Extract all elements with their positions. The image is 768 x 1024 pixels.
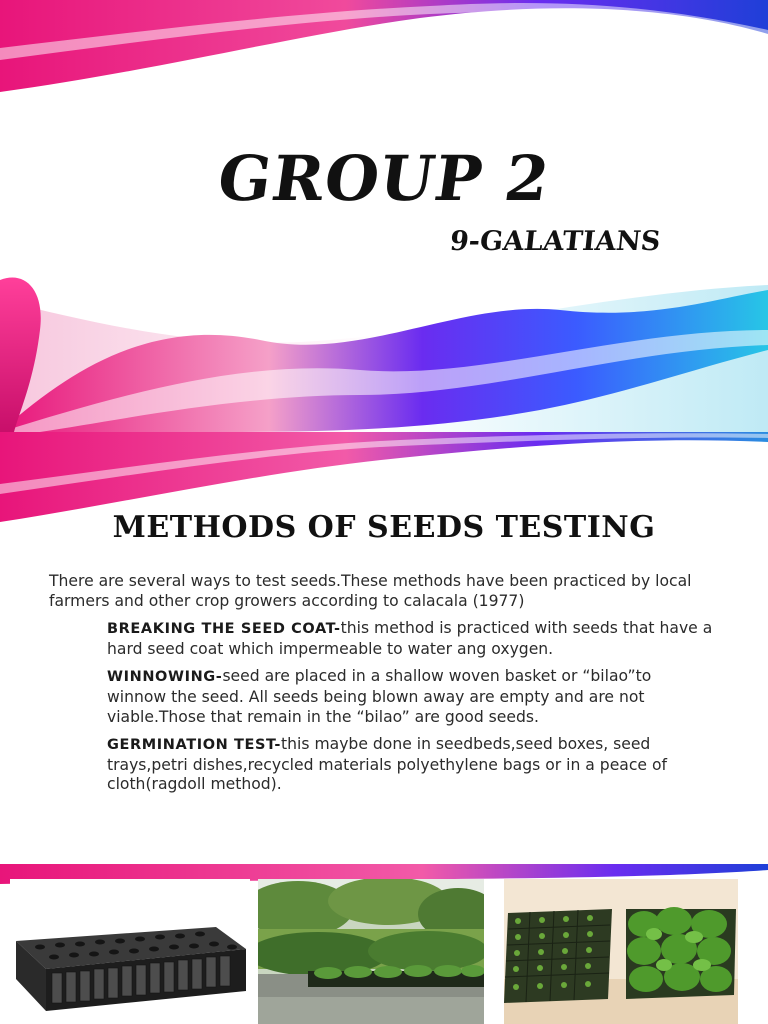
method-term: WINNOWING- — [107, 669, 223, 686]
swoosh-decoration-top — [0, 0, 768, 432]
method-description: this method is practiced with seeds that have a hard seed coat which impermeable to water ang oxygen. — [107, 619, 713, 658]
body-text — [49, 572, 714, 803]
content-slide — [0, 432, 768, 1024]
method-item — [49, 735, 714, 795]
seed-tray-photo — [10, 879, 250, 1024]
seedling-trays-photo — [504, 879, 738, 1024]
method-description: this maybe done in seedbeds,seed boxes, seed trays,petri dishes,recycled materials polyethylene bags or in a peace of cloth(ragdoll method). — [107, 735, 668, 794]
method-item — [49, 667, 714, 727]
slide-heading: METHODS OF SEEDS TESTING — [112, 510, 656, 545]
method-term: BREAKING THE SEED COAT- — [107, 621, 341, 638]
method-term: GERMINATION TEST- — [107, 737, 282, 754]
title-slide — [0, 0, 768, 432]
slide-title: GROUP 2 — [213, 142, 555, 215]
method-description: seed are placed in a shallow woven basket or “bilao”to winnow the seed. All seeds being blown away are empty and are not viable.Those that remain in the “bilao” are good seeds. — [107, 667, 652, 726]
method-item — [49, 619, 714, 659]
slide-subtitle: 9-GALATIANS — [448, 226, 662, 257]
intro-paragraph: There are several ways to test seeds.These methods have been practiced by local farmers and other crop growers according to calacala (1977) — [49, 572, 692, 610]
seedbed-photo — [258, 879, 484, 1024]
